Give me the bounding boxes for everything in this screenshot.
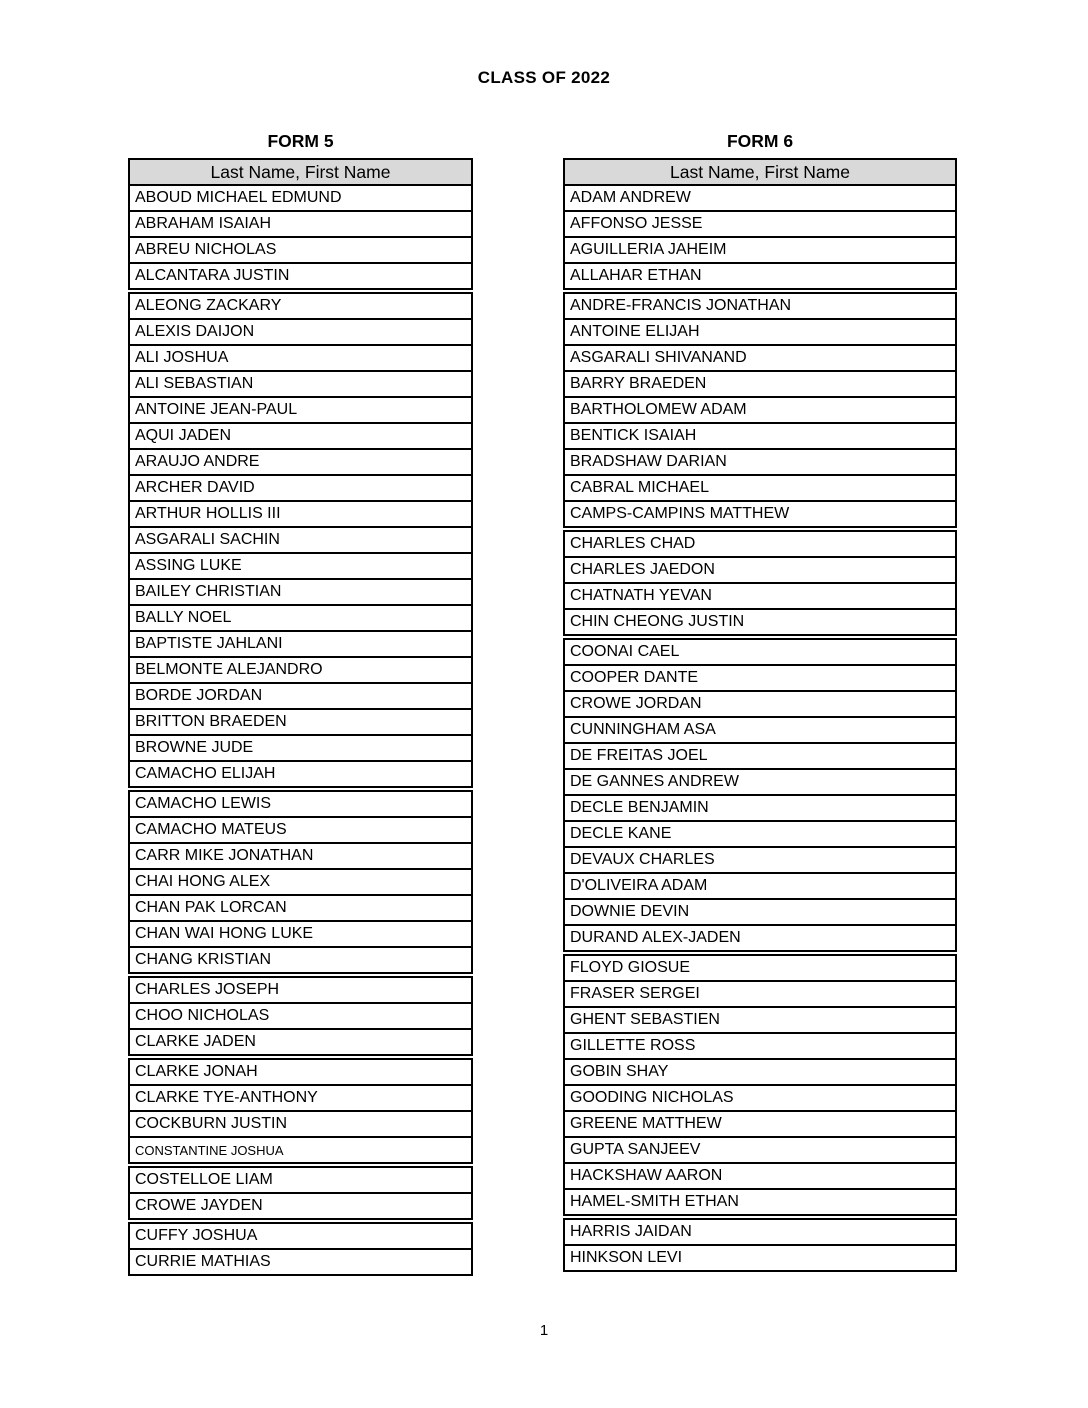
table-row — [128, 604, 473, 632]
student-name: CLARKE TYE-ANTHONY — [135, 1089, 318, 1106]
table-row — [128, 842, 473, 870]
table-row — [563, 1110, 957, 1138]
table-row — [128, 448, 473, 476]
table-row — [128, 1028, 473, 1056]
table-row — [128, 370, 473, 398]
student-name: ALEXIS DAIJON — [135, 323, 255, 340]
student-name: AGUILLERIA JAHEIM — [570, 241, 727, 258]
table-row — [128, 422, 473, 450]
student-name: ASGARALI SHIVANAND — [570, 349, 747, 366]
student-name: ALI SEBASTIAN — [135, 375, 254, 392]
student-name: CONSTANTINE JOSHUA — [135, 1142, 284, 1158]
table-row — [128, 396, 473, 424]
table-row — [128, 236, 473, 264]
student-name: DE FREITAS JOEL — [570, 747, 708, 764]
student-name: BRITTON BRAEDEN — [135, 713, 287, 730]
student-name: ARTHUR HOLLIS III — [135, 505, 281, 522]
table-row — [563, 1244, 957, 1272]
table-row — [563, 872, 957, 900]
table-row — [563, 980, 957, 1008]
student-name: CARR MIKE JONATHAN — [135, 847, 314, 864]
student-name: CHAN WAI HONG LUKE — [135, 925, 314, 942]
table-row — [563, 582, 957, 610]
student-name: DEVAUX CHARLES — [570, 851, 715, 868]
student-name: CROWE JAYDEN — [135, 1197, 263, 1214]
table-row — [563, 1136, 957, 1164]
student-name: GOODING NICHOLAS — [570, 1089, 734, 1106]
table-row — [128, 1248, 473, 1276]
table-row — [563, 236, 957, 264]
student-name: CHIN CHEONG JUSTIN — [570, 613, 745, 630]
student-name: CUNNINGHAM ASA — [570, 721, 716, 738]
table-row — [128, 474, 473, 502]
table-row — [563, 924, 957, 952]
table-row — [128, 318, 473, 346]
student-name: COSTELLOE LIAM — [135, 1171, 273, 1188]
table-row — [563, 898, 957, 926]
table-row — [128, 868, 473, 896]
table-row — [563, 1218, 957, 1246]
table-row — [563, 768, 957, 796]
student-name: BRADSHAW DARIAN — [570, 453, 727, 470]
table-row — [128, 708, 473, 736]
table-row — [128, 894, 473, 922]
table-row — [128, 578, 473, 606]
table-row — [563, 608, 957, 636]
form5-table-header: Last Name, First Name — [128, 158, 473, 186]
student-name: ABOUD MICHAEL EDMUND — [135, 189, 342, 206]
table-row — [128, 184, 473, 212]
table-row — [128, 1002, 473, 1030]
student-name: GHENT SEBASTIEN — [570, 1011, 720, 1028]
table-row — [128, 760, 473, 788]
student-name: CAMACHO MATEUS — [135, 821, 287, 838]
table-row — [563, 1058, 957, 1086]
table-row — [128, 1166, 473, 1194]
table-row — [128, 292, 473, 320]
student-name: BAILEY CHRISTIAN — [135, 583, 282, 600]
student-name: GOBIN SHAY — [570, 1063, 669, 1080]
table-row — [563, 1032, 957, 1060]
student-name: BELMONTE ALEJANDRO — [135, 661, 323, 678]
table-row — [563, 530, 957, 558]
student-name: CLARKE JONAH — [135, 1063, 258, 1080]
student-name: ASSING LUKE — [135, 557, 242, 574]
table-row — [563, 1084, 957, 1112]
student-name: BARRY BRAEDEN — [570, 375, 707, 392]
table-row — [563, 742, 957, 770]
student-name: CHAI HONG ALEX — [135, 873, 271, 890]
table-row — [128, 790, 473, 818]
table-row — [128, 1192, 473, 1220]
student-name: ALCANTARA JUSTIN — [135, 267, 290, 284]
student-name: COCKBURN JUSTIN — [135, 1115, 288, 1132]
table-row — [128, 1222, 473, 1250]
table-row — [563, 292, 957, 320]
table-row — [563, 664, 957, 692]
student-name: GUPTA SANJEEV — [570, 1141, 701, 1158]
student-name: FRASER SERGEI — [570, 985, 700, 1002]
student-name: ABRAHAM ISAIAH — [135, 215, 272, 232]
student-name: ARCHER DAVID — [135, 479, 255, 496]
table-row — [563, 716, 957, 744]
table-row — [563, 1162, 957, 1190]
student-name: ALEONG ZACKARY — [135, 297, 282, 314]
form5-table — [128, 158, 473, 1276]
student-name: CAMACHO ELIJAH — [135, 765, 276, 782]
page-number: 1 — [539, 1322, 549, 1339]
student-name: CLARKE JADEN — [135, 1033, 256, 1050]
table-row — [563, 344, 957, 372]
student-name: HAMEL-SMITH ETHAN — [570, 1193, 739, 1210]
student-name: FLOYD GIOSUE — [570, 959, 691, 976]
table-row — [128, 500, 473, 528]
table-row — [563, 820, 957, 848]
student-name: CROWE JORDAN — [570, 695, 702, 712]
table-row — [128, 552, 473, 580]
table-row — [128, 630, 473, 658]
table-row — [128, 210, 473, 238]
student-name: HARRIS JAIDAN — [570, 1223, 692, 1240]
student-name: COOPER DANTE — [570, 669, 699, 686]
table-row — [563, 954, 957, 982]
student-name: COONAI CAEL — [570, 643, 680, 660]
table-row — [128, 344, 473, 372]
student-name: ARAUJO ANDRE — [135, 453, 260, 470]
page-title: CLASS OF 2022 — [477, 68, 611, 87]
student-name: ASGARALI SACHIN — [135, 531, 280, 548]
table-row — [563, 210, 957, 238]
student-name: DECLE KANE — [570, 825, 672, 842]
student-name: BALLY NOEL — [135, 609, 232, 626]
form5-heading: FORM 5 — [267, 131, 334, 151]
student-name: HINKSON LEVI — [570, 1249, 683, 1266]
student-name: CHANG KRISTIAN — [135, 951, 272, 968]
student-name: BENTICK ISAIAH — [570, 427, 697, 444]
student-name: CABRAL MICHAEL — [570, 479, 709, 496]
student-name: CHATNATH YEVAN — [570, 587, 712, 604]
student-name: DURAND ALEX-JADEN — [570, 929, 741, 946]
table-row — [128, 816, 473, 844]
table-row — [128, 1136, 473, 1164]
table-row — [128, 1084, 473, 1112]
form6-section — [563, 131, 957, 1272]
student-name: DECLE BENJAMIN — [570, 799, 709, 816]
table-row — [563, 794, 957, 822]
form5-section — [128, 131, 473, 1276]
student-name: DOWNIE DEVIN — [570, 903, 690, 920]
student-name: CAMACHO LEWIS — [135, 795, 272, 812]
student-name: ADAM ANDREW — [570, 189, 691, 206]
table-row — [563, 1188, 957, 1216]
student-name: HACKSHAW AARON — [570, 1167, 723, 1184]
student-name: AQUI JADEN — [135, 427, 232, 444]
student-name: ANDRE-FRANCIS JONATHAN — [570, 297, 792, 314]
table-row — [563, 846, 957, 874]
table-row — [128, 262, 473, 290]
student-name: D'OLIVEIRA ADAM — [570, 877, 708, 894]
student-name: CAMPS-CAMPINS MATTHEW — [570, 505, 790, 522]
student-name: CHOO NICHOLAS — [135, 1007, 270, 1024]
table-row — [563, 396, 957, 424]
form6-heading: FORM 6 — [726, 131, 794, 151]
student-name: ALLAHAR ETHAN — [570, 267, 702, 284]
form6-table-body — [563, 184, 957, 1272]
student-name: CHARLES JOSEPH — [135, 981, 280, 998]
student-name: ABREU NICHOLAS — [135, 241, 277, 258]
table-row — [128, 1058, 473, 1086]
table-row — [128, 682, 473, 710]
student-name: DE GANNES ANDREW — [570, 773, 739, 790]
table-row — [563, 638, 957, 666]
table-row — [563, 556, 957, 584]
student-name: CUFFY JOSHUA — [135, 1227, 258, 1244]
student-name: BAPTISTE JAHLANI — [135, 635, 283, 652]
student-name: ANTOINE JEAN-PAUL — [135, 401, 298, 418]
table-row — [563, 370, 957, 398]
table-row — [563, 474, 957, 502]
table-row — [128, 920, 473, 948]
table-row — [128, 1110, 473, 1138]
table-row — [563, 500, 957, 528]
student-name: AFFONSO JESSE — [570, 215, 703, 232]
table-row — [563, 262, 957, 290]
form6-table — [563, 158, 957, 1272]
table-row — [128, 734, 473, 762]
student-name: GREENE MATTHEW — [570, 1115, 722, 1132]
table-row — [563, 184, 957, 212]
table-row — [563, 1006, 957, 1034]
table-row — [563, 318, 957, 346]
table-row — [563, 690, 957, 718]
student-name: CHAN PAK LORCAN — [135, 899, 287, 916]
student-name: BROWNE JUDE — [135, 739, 254, 756]
student-name: ALI JOSHUA — [135, 349, 229, 366]
student-name: ANTOINE ELIJAH — [570, 323, 700, 340]
student-name: CHARLES CHAD — [570, 535, 696, 552]
table-row — [128, 526, 473, 554]
student-name: BARTHOLOMEW ADAM — [570, 401, 747, 418]
student-name: CHARLES JAEDON — [570, 561, 715, 578]
table-row — [563, 422, 957, 450]
form5-table-body — [128, 184, 473, 1276]
table-row — [563, 448, 957, 476]
form6-table-header: Last Name, First Name — [563, 158, 957, 186]
table-row — [128, 656, 473, 684]
table-row — [128, 946, 473, 974]
student-name: GILLETTE ROSS — [570, 1037, 696, 1054]
student-name: BORDE JORDAN — [135, 687, 263, 704]
table-row — [128, 976, 473, 1004]
student-name: CURRIE MATHIAS — [135, 1253, 271, 1270]
